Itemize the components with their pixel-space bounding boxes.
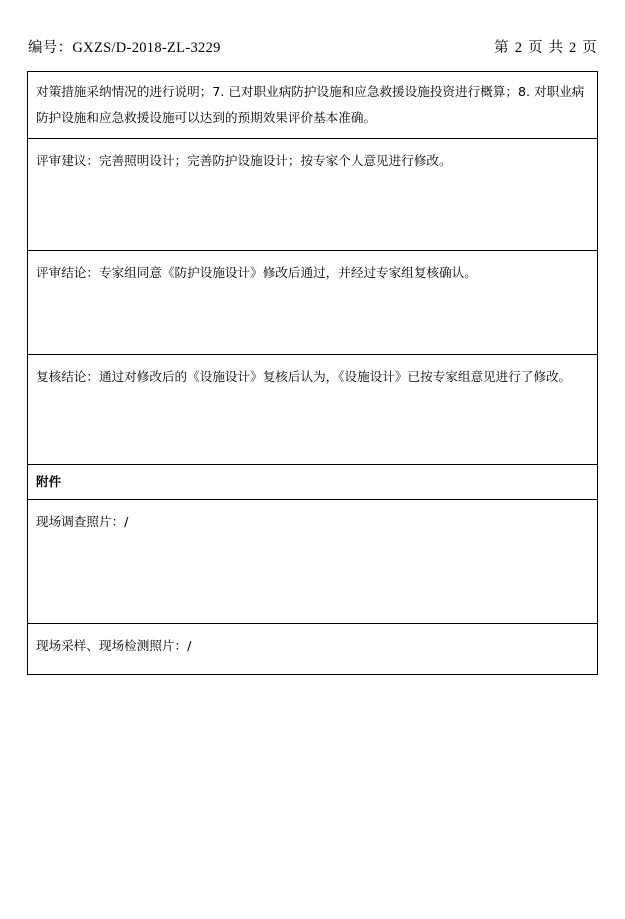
table-row-continuation [28,72,597,139]
site-survey-photos-text: 现场调查照片：/ [36,514,129,529]
table-row-attachment-title [28,465,597,500]
page-number: 第 2 页 共 2 页 [494,40,598,56]
table-row-site-sampling-photos [28,624,597,674]
document-number: 编号：GXZS/D-2018-ZL-3229 [28,40,221,56]
table-row-recheck-conclusion [28,355,597,465]
review-conclusion-text: 评审结论：专家组同意《防护设施设计》修改后通过，并经过专家组复核确认。 [36,265,477,280]
table-row-review-conclusion [28,251,597,355]
review-suggestion-text: 评审建议：完善照明设计；完善防护设施设计；按专家个人意见进行修改。 [36,153,452,168]
continuation-text: 对策措施采纳情况的进行说明；7. 已对职业病防护设施和应急救援设施投资进行概算；8. 对职业病防护设施和应急救援设施可以达到的预期效果评价基本准确。 [36,84,585,125]
review-form-table [27,71,598,675]
attachment-title-text: 附件 [36,474,62,489]
table-row-review-suggestion [28,139,597,251]
page-header [28,36,598,57]
site-sampling-photos-text: 现场采样、现场检测照片：/ [36,638,192,653]
recheck-conclusion-text: 复核结论：通过对修改后的《设施设计》复核后认为，《设施设计》已按专家组意见进行了修改。 [36,369,572,384]
table-row-site-survey-photos [28,500,597,624]
